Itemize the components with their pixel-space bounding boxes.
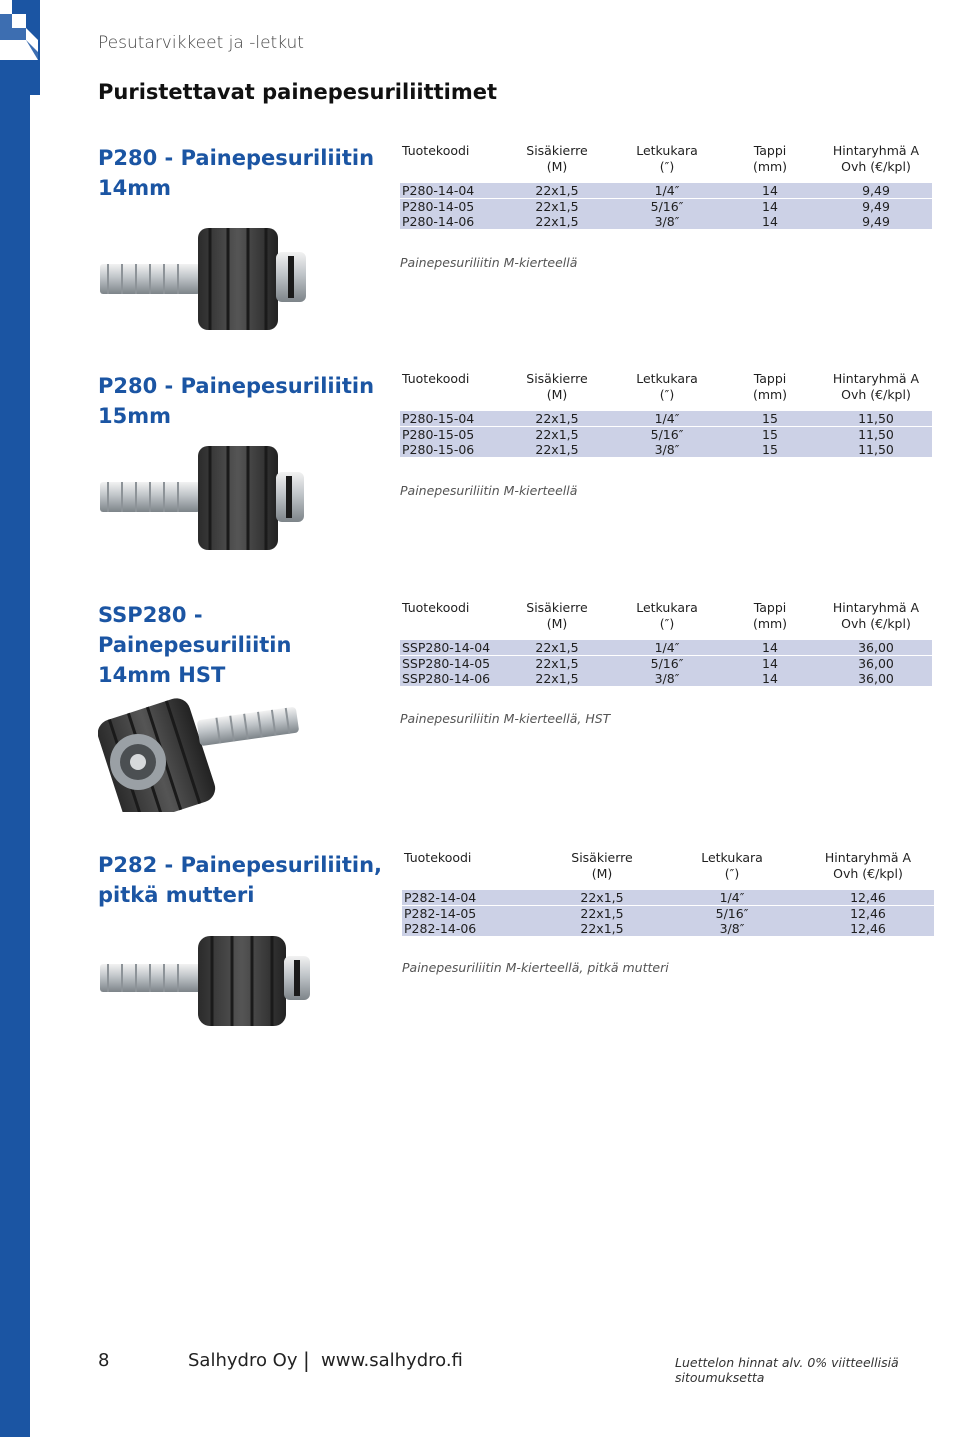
- cell-code: P282-14-04: [404, 890, 477, 905]
- header-pin: [730, 371, 810, 403]
- section-title-line: SSP280 - Painepesuriliitin: [98, 603, 292, 657]
- cell-price: 36,00: [858, 655, 894, 671]
- cell-code: SSP280-14-05: [402, 655, 491, 671]
- cell-code: P280-15-06: [402, 442, 475, 457]
- header-hose: [622, 371, 712, 403]
- cell-thread: 22x1,5: [580, 905, 624, 921]
- header-hose: [622, 143, 712, 175]
- cell-price: 9,49: [862, 183, 890, 198]
- cell-code: P280-14-05: [402, 198, 475, 214]
- header-label: Sisäkierre: [526, 371, 588, 386]
- cell-price: 12,46: [850, 921, 886, 936]
- cell-code: P280-15-05: [402, 426, 475, 442]
- header-label: Tuotekoodi: [404, 850, 472, 865]
- cell-code: P282-14-05: [404, 905, 477, 921]
- cell-code: P280-14-06: [402, 214, 475, 229]
- header-unit: (″): [659, 387, 675, 402]
- header-code: [404, 850, 471, 866]
- cell-pin: 14: [762, 198, 778, 214]
- cell-thread: 22x1,5: [535, 671, 579, 686]
- header-label: Tuotekoodi: [402, 371, 470, 386]
- header-code: [402, 371, 469, 387]
- cell-hose: 1/4″: [654, 183, 680, 198]
- header-unit: Ovh (€/kpl): [841, 616, 911, 631]
- footer-separator: |: [303, 1348, 310, 1372]
- header-label: Tappi: [753, 600, 787, 615]
- table-row: [400, 640, 932, 655]
- header-hose: [622, 600, 712, 632]
- section-title-line: pitkä mutteri: [98, 883, 255, 907]
- table-row: [402, 890, 934, 905]
- header-label: Hintaryhmä A: [824, 850, 912, 865]
- table-body: [400, 411, 932, 457]
- header-unit: (M): [546, 387, 568, 402]
- product-table: [400, 600, 932, 687]
- header-label: Tappi: [753, 143, 787, 158]
- cell-hose: 3/8″: [654, 671, 680, 686]
- cell-pin: 14: [762, 183, 778, 198]
- product-photo-connector: [98, 222, 310, 334]
- cell-price: 12,46: [850, 905, 886, 921]
- header-label: Letkukara: [636, 371, 698, 386]
- cell-price: 36,00: [858, 640, 894, 655]
- table-row: [400, 671, 932, 686]
- header-unit: (″): [659, 159, 675, 174]
- header-unit: Ovh (€/kpl): [841, 387, 911, 402]
- cell-hose: 1/4″: [654, 640, 680, 655]
- header-label: Hintaryhmä A: [832, 143, 920, 158]
- cell-thread: 22x1,5: [535, 214, 579, 229]
- header-unit: (mm): [752, 616, 788, 631]
- product-table: [400, 371, 932, 458]
- cell-pin: 14: [762, 640, 778, 655]
- cell-code: P282-14-06: [404, 921, 477, 936]
- table-row: [400, 199, 932, 214]
- cell-pin: 15: [762, 442, 778, 457]
- header-thread: [552, 850, 652, 882]
- page-number: 8: [98, 1350, 110, 1371]
- header-unit: (M): [546, 616, 568, 631]
- header-label: Tuotekoodi: [402, 600, 470, 615]
- cell-thread: 22x1,5: [580, 890, 624, 905]
- header-price: [820, 143, 932, 175]
- table-header: [400, 371, 932, 411]
- header-code: [402, 143, 469, 159]
- cell-hose: 5/16″: [650, 655, 684, 671]
- section-title: [98, 600, 388, 690]
- cell-thread: 22x1,5: [580, 921, 624, 936]
- cell-pin: 15: [762, 426, 778, 442]
- cell-price: 11,50: [858, 426, 894, 442]
- page-category: Pesutarvikkeet ja -letkut: [98, 33, 304, 53]
- cell-thread: 22x1,5: [535, 183, 579, 198]
- section-title-line: P280 - Painepesuriliitin: [98, 146, 375, 170]
- cell-hose: 1/4″: [654, 411, 680, 426]
- header-unit: (M): [546, 159, 568, 174]
- cell-hose: 5/16″: [650, 198, 684, 214]
- cell-thread: 22x1,5: [535, 655, 579, 671]
- header-price: [808, 850, 928, 882]
- cell-code: P280-15-04: [402, 411, 475, 426]
- table-row: [400, 427, 932, 442]
- company-name: Salhydro Oy: [188, 1350, 298, 1371]
- section-title-line: P282 - Painepesuriliitin,: [98, 853, 382, 877]
- header-label: Sisäkierre: [526, 600, 588, 615]
- cell-thread: 22x1,5: [535, 426, 579, 442]
- table-row: [402, 921, 934, 936]
- header-unit: (mm): [752, 159, 788, 174]
- cell-code: SSP280-14-06: [402, 671, 491, 686]
- cell-price: 11,50: [858, 442, 894, 457]
- header-price: [820, 371, 932, 403]
- section-title-line: P280 - Painepesuriliitin: [98, 374, 375, 398]
- product-photo-connector-hst: [98, 686, 310, 812]
- section-title: [98, 850, 388, 910]
- cell-pin: 14: [762, 655, 778, 671]
- header-unit: Ovh (€/kpl): [841, 159, 911, 174]
- table-row: [400, 442, 932, 457]
- section-title-line: 15mm: [98, 404, 171, 428]
- header-label: Sisäkierre: [526, 143, 588, 158]
- section-title-line: 14mm: [98, 176, 171, 200]
- product-photo-connector-long-nut: [98, 934, 312, 1028]
- table-row: [402, 906, 934, 921]
- header-unit: (M): [591, 866, 613, 881]
- cell-hose: 5/16″: [650, 426, 684, 442]
- header-label: Sisäkierre: [571, 850, 633, 865]
- cell-price: 11,50: [858, 411, 894, 426]
- table-header: [400, 143, 932, 183]
- header-pin: [730, 143, 810, 175]
- cell-price: 36,00: [858, 671, 894, 686]
- price-disclaimer: Luettelon hinnat alv. 0% viitteellisiä sitoumuksetta: [675, 1355, 899, 1385]
- product-photo-connector: [98, 444, 310, 556]
- table-row: [400, 411, 932, 426]
- table-row: [400, 214, 932, 229]
- header-label: Letkukara: [701, 850, 763, 865]
- header-unit: (″): [724, 866, 740, 881]
- cell-code: SSP280-14-04: [402, 640, 491, 655]
- header-label: Letkukara: [636, 143, 698, 158]
- cell-thread: 22x1,5: [535, 198, 579, 214]
- brand-sidebar-bar: [0, 0, 30, 1437]
- cell-pin: 14: [762, 214, 778, 229]
- brand-corner-mark: [0, 0, 40, 95]
- header-hose: [682, 850, 782, 882]
- header-unit: (mm): [752, 387, 788, 402]
- cell-hose: 3/8″: [654, 214, 680, 229]
- cell-price: 9,49: [862, 198, 890, 214]
- section-title: [98, 371, 388, 431]
- cell-hose: 5/16″: [715, 905, 749, 921]
- header-code: [402, 600, 469, 616]
- header-thread: [512, 143, 602, 175]
- product-caption: Painepesuriliitin M-kierteellä, HST: [400, 711, 611, 726]
- section-title: [98, 143, 388, 203]
- header-price: [820, 600, 932, 632]
- header-thread: [512, 600, 602, 632]
- table-body: [400, 183, 932, 229]
- header-label: Tuotekoodi: [402, 143, 470, 158]
- cell-hose: 3/8″: [654, 442, 680, 457]
- cell-hose: 3/8″: [719, 921, 745, 936]
- product-caption: Painepesuriliitin M-kierteellä, pitkä mutteri: [402, 960, 669, 975]
- table-header: [402, 850, 934, 890]
- table-body: [402, 890, 934, 936]
- header-label: Hintaryhmä A: [832, 600, 920, 615]
- table-row: [400, 656, 932, 671]
- product-caption: Painepesuriliitin M-kierteellä: [400, 483, 578, 498]
- table-header: [400, 600, 932, 640]
- table-row: [400, 183, 932, 198]
- page-title: Puristettavat painepesuriliittimet: [98, 80, 498, 104]
- cell-pin: 15: [762, 411, 778, 426]
- header-label: Letkukara: [636, 600, 698, 615]
- product-table: [402, 850, 934, 937]
- cell-thread: 22x1,5: [535, 411, 579, 426]
- header-label: Tappi: [753, 371, 787, 386]
- cell-hose: 1/4″: [719, 890, 745, 905]
- cell-pin: 14: [762, 671, 778, 686]
- header-unit: (″): [659, 616, 675, 631]
- cell-price: 9,49: [862, 214, 890, 229]
- header-label: Hintaryhmä A: [832, 371, 920, 386]
- header-pin: [730, 600, 810, 632]
- section-title-line: 14mm HST: [98, 663, 226, 687]
- product-table: [400, 143, 932, 230]
- cell-price: 12,46: [850, 890, 886, 905]
- cell-thread: 22x1,5: [535, 442, 579, 457]
- header-thread: [512, 371, 602, 403]
- product-caption: Painepesuriliitin M-kierteellä: [400, 255, 578, 270]
- cell-thread: 22x1,5: [535, 640, 579, 655]
- table-body: [400, 640, 932, 686]
- header-unit: Ovh (€/kpl): [833, 866, 903, 881]
- company-url: www.salhydro.fi: [321, 1350, 463, 1371]
- cell-code: P280-14-04: [402, 183, 475, 198]
